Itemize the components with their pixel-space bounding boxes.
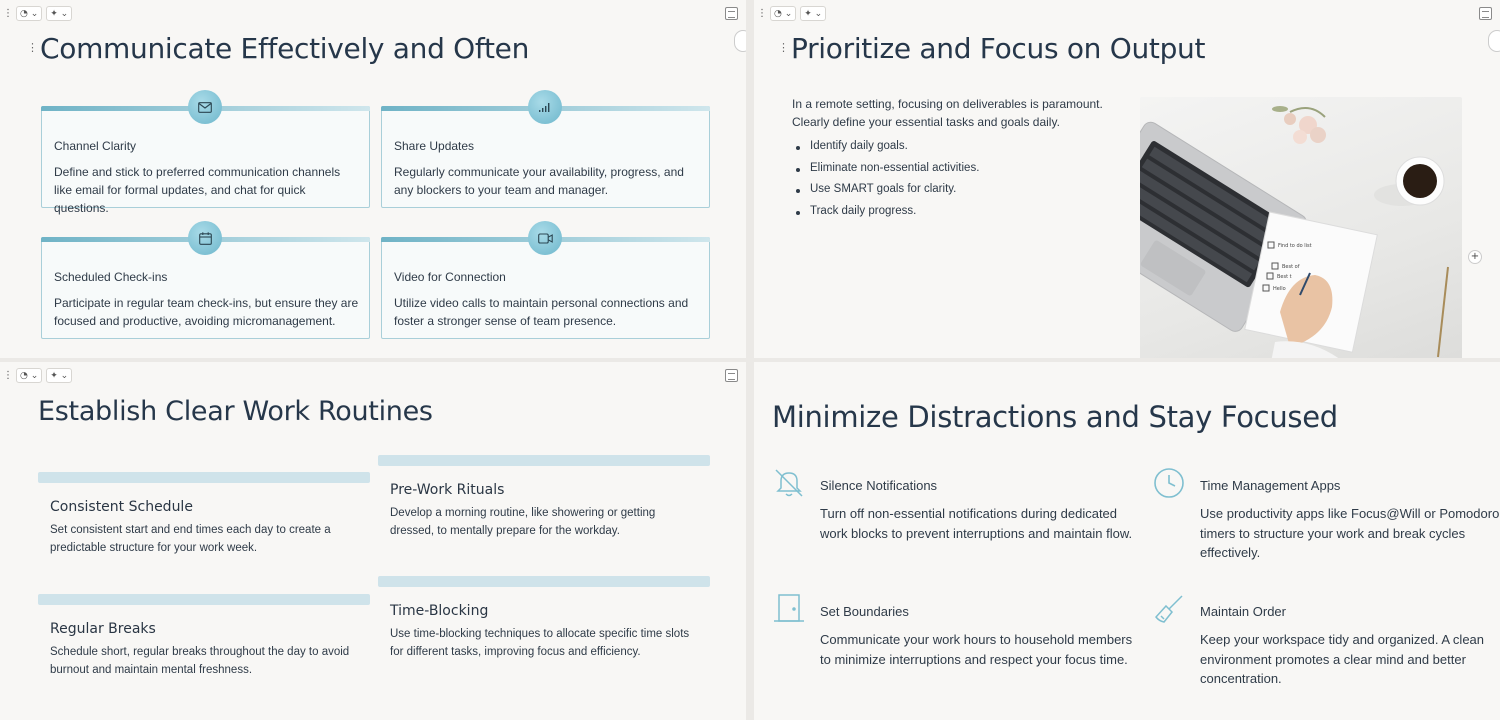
ai-button[interactable]: ✦ ⌄ <box>46 368 72 383</box>
slide-menu-button[interactable]: ⋮ <box>757 8 767 19</box>
routine-desc: Use time-blocking techniques to allocate specific time slots for different tasks, improving focus and efficiency. <box>390 628 690 658</box>
tip-title: Time Management Apps <box>1200 478 1341 493</box>
card-video-connection <box>381 237 710 339</box>
video-icon <box>528 221 562 255</box>
slide-toolbar <box>758 6 826 21</box>
checklist-item: Best t <box>1277 274 1292 280</box>
card-desc: Utilize video calls to maintain personal connections and foster a stronger sense of team presence. <box>394 296 689 328</box>
slide-routines[interactable] <box>0 362 746 720</box>
slide-communicate[interactable] <box>0 0 746 358</box>
tip-desc: Communicate your work hours to household members to minimize interruptions and respect your focus time. <box>820 632 1133 667</box>
tip-title: Set Boundaries <box>820 604 909 619</box>
card-desc: Regularly communicate your availability, progress, and any blockers to your team and manager. <box>394 165 684 197</box>
slide-toolbar <box>4 6 72 21</box>
tip-desc: Turn off non-essential notifications during dedicated work blocks to prevent interruptions and maintain flow. <box>820 506 1133 541</box>
list-item: Identify daily goals. <box>794 140 979 162</box>
signal-bars-icon <box>528 90 562 124</box>
routine-time-blocking <box>378 576 710 661</box>
routine-desc: Develop a morning routine, like showering or getting dressed, to mentally prepare for the workday. <box>390 507 656 537</box>
tip-title: Silence Notifications <box>820 478 938 493</box>
bell-off-icon <box>772 466 806 500</box>
routine-desc: Set consistent start and end times each day to create a predictable structure for your work week. <box>50 524 331 554</box>
card-desc: Define and stick to preferred communication channels like email for formal updates, and chat for quick questions. <box>54 165 341 215</box>
slide-menu-button[interactable]: ⋮ <box>3 370 13 381</box>
checklist-item: Hello <box>1273 286 1286 292</box>
intro-text: In a remote setting, focusing on deliverables is paramount. Clearly define your essential tasks and goals daily. <box>792 97 1103 129</box>
routine-regular-breaks <box>38 594 370 679</box>
routine-title: Consistent Schedule <box>50 499 193 515</box>
tip-desc: Keep your workspace tidy and organized. A clean environment promotes a clear mind and better concentration. <box>1200 632 1485 686</box>
clock-icon <box>1152 466 1186 500</box>
routine-title: Time-Blocking <box>390 603 489 619</box>
theme-button[interactable]: ◔ ⌄ <box>16 6 42 21</box>
ai-button[interactable]: ✦ ⌄ <box>46 6 72 21</box>
notes-icon[interactable] <box>725 7 738 20</box>
door-icon <box>772 592 806 626</box>
theme-button[interactable]: ◔ ⌄ <box>770 6 796 21</box>
card-channel-clarity <box>41 106 370 215</box>
desk-laptop-photo[interactable] <box>1140 97 1462 358</box>
card-title: Scheduled Check-ins <box>54 270 168 284</box>
collapse-handle[interactable] <box>1488 30 1500 52</box>
tip-desc: Use productivity apps like Focus@Will or Pomodoro timers to structure your work and break cycles effectively. <box>1200 506 1500 560</box>
slide-menu-button[interactable]: ⋮ <box>3 8 13 19</box>
drag-handle-icon[interactable]: ⋮ <box>27 41 38 54</box>
tip-title: Maintain Order <box>1200 604 1286 619</box>
card-title: Channel Clarity <box>54 139 137 153</box>
list-item: Track daily progress. <box>794 205 979 227</box>
routine-pre-work-rituals <box>378 455 710 540</box>
list-item: Use SMART goals for clarity. <box>794 183 979 205</box>
notes-icon[interactable] <box>725 369 738 382</box>
slide-prioritize[interactable] <box>754 0 1500 358</box>
theme-button[interactable]: ◔ ⌄ <box>16 368 42 383</box>
checklist-item: Best of <box>1282 264 1300 270</box>
card-title: Video for Connection <box>394 270 506 284</box>
notes-icon[interactable] <box>1479 7 1492 20</box>
card-scheduled-checkins <box>41 237 370 339</box>
accent-bar <box>38 594 370 605</box>
list-item: Eliminate non-essential activities. <box>794 162 979 184</box>
accent-bar <box>378 455 710 466</box>
routine-desc: Schedule short, regular breaks throughout the day to avoid burnout and maintain mental freshness. <box>50 646 350 676</box>
card-desc: Participate in regular team check-ins, but ensure they are focused and productive, avoiding micromanagement. <box>54 296 359 328</box>
routine-consistent-schedule <box>38 472 370 557</box>
routine-title: Pre-Work Rituals <box>390 482 505 498</box>
collapse-handle[interactable] <box>734 30 746 52</box>
calendar-icon <box>188 221 222 255</box>
card-title: Share Updates <box>394 139 475 153</box>
slide-title: Prioritize and Focus on Output <box>791 32 1206 65</box>
accent-bar <box>378 576 710 587</box>
drag-handle-icon[interactable]: ⋮ <box>778 41 789 54</box>
broom-icon <box>1152 592 1186 626</box>
goals-list <box>794 140 979 226</box>
add-element-button[interactable]: + <box>1468 250 1482 264</box>
mail-icon <box>188 90 222 124</box>
card-share-updates <box>381 106 710 208</box>
accent-bar <box>38 472 370 483</box>
routine-title: Regular Breaks <box>50 621 156 637</box>
checklist-item: Find to do list <box>1278 243 1312 249</box>
ai-button[interactable]: ✦ ⌄ <box>800 6 826 21</box>
slide-title: Minimize Distractions and Stay Focused <box>772 400 1338 434</box>
slide-title: Communicate Effectively and Often <box>40 32 530 65</box>
slide-title: Establish Clear Work Routines <box>38 396 433 427</box>
slide-toolbar <box>4 368 72 383</box>
slide-minimize-distractions[interactable] <box>754 362 1500 720</box>
